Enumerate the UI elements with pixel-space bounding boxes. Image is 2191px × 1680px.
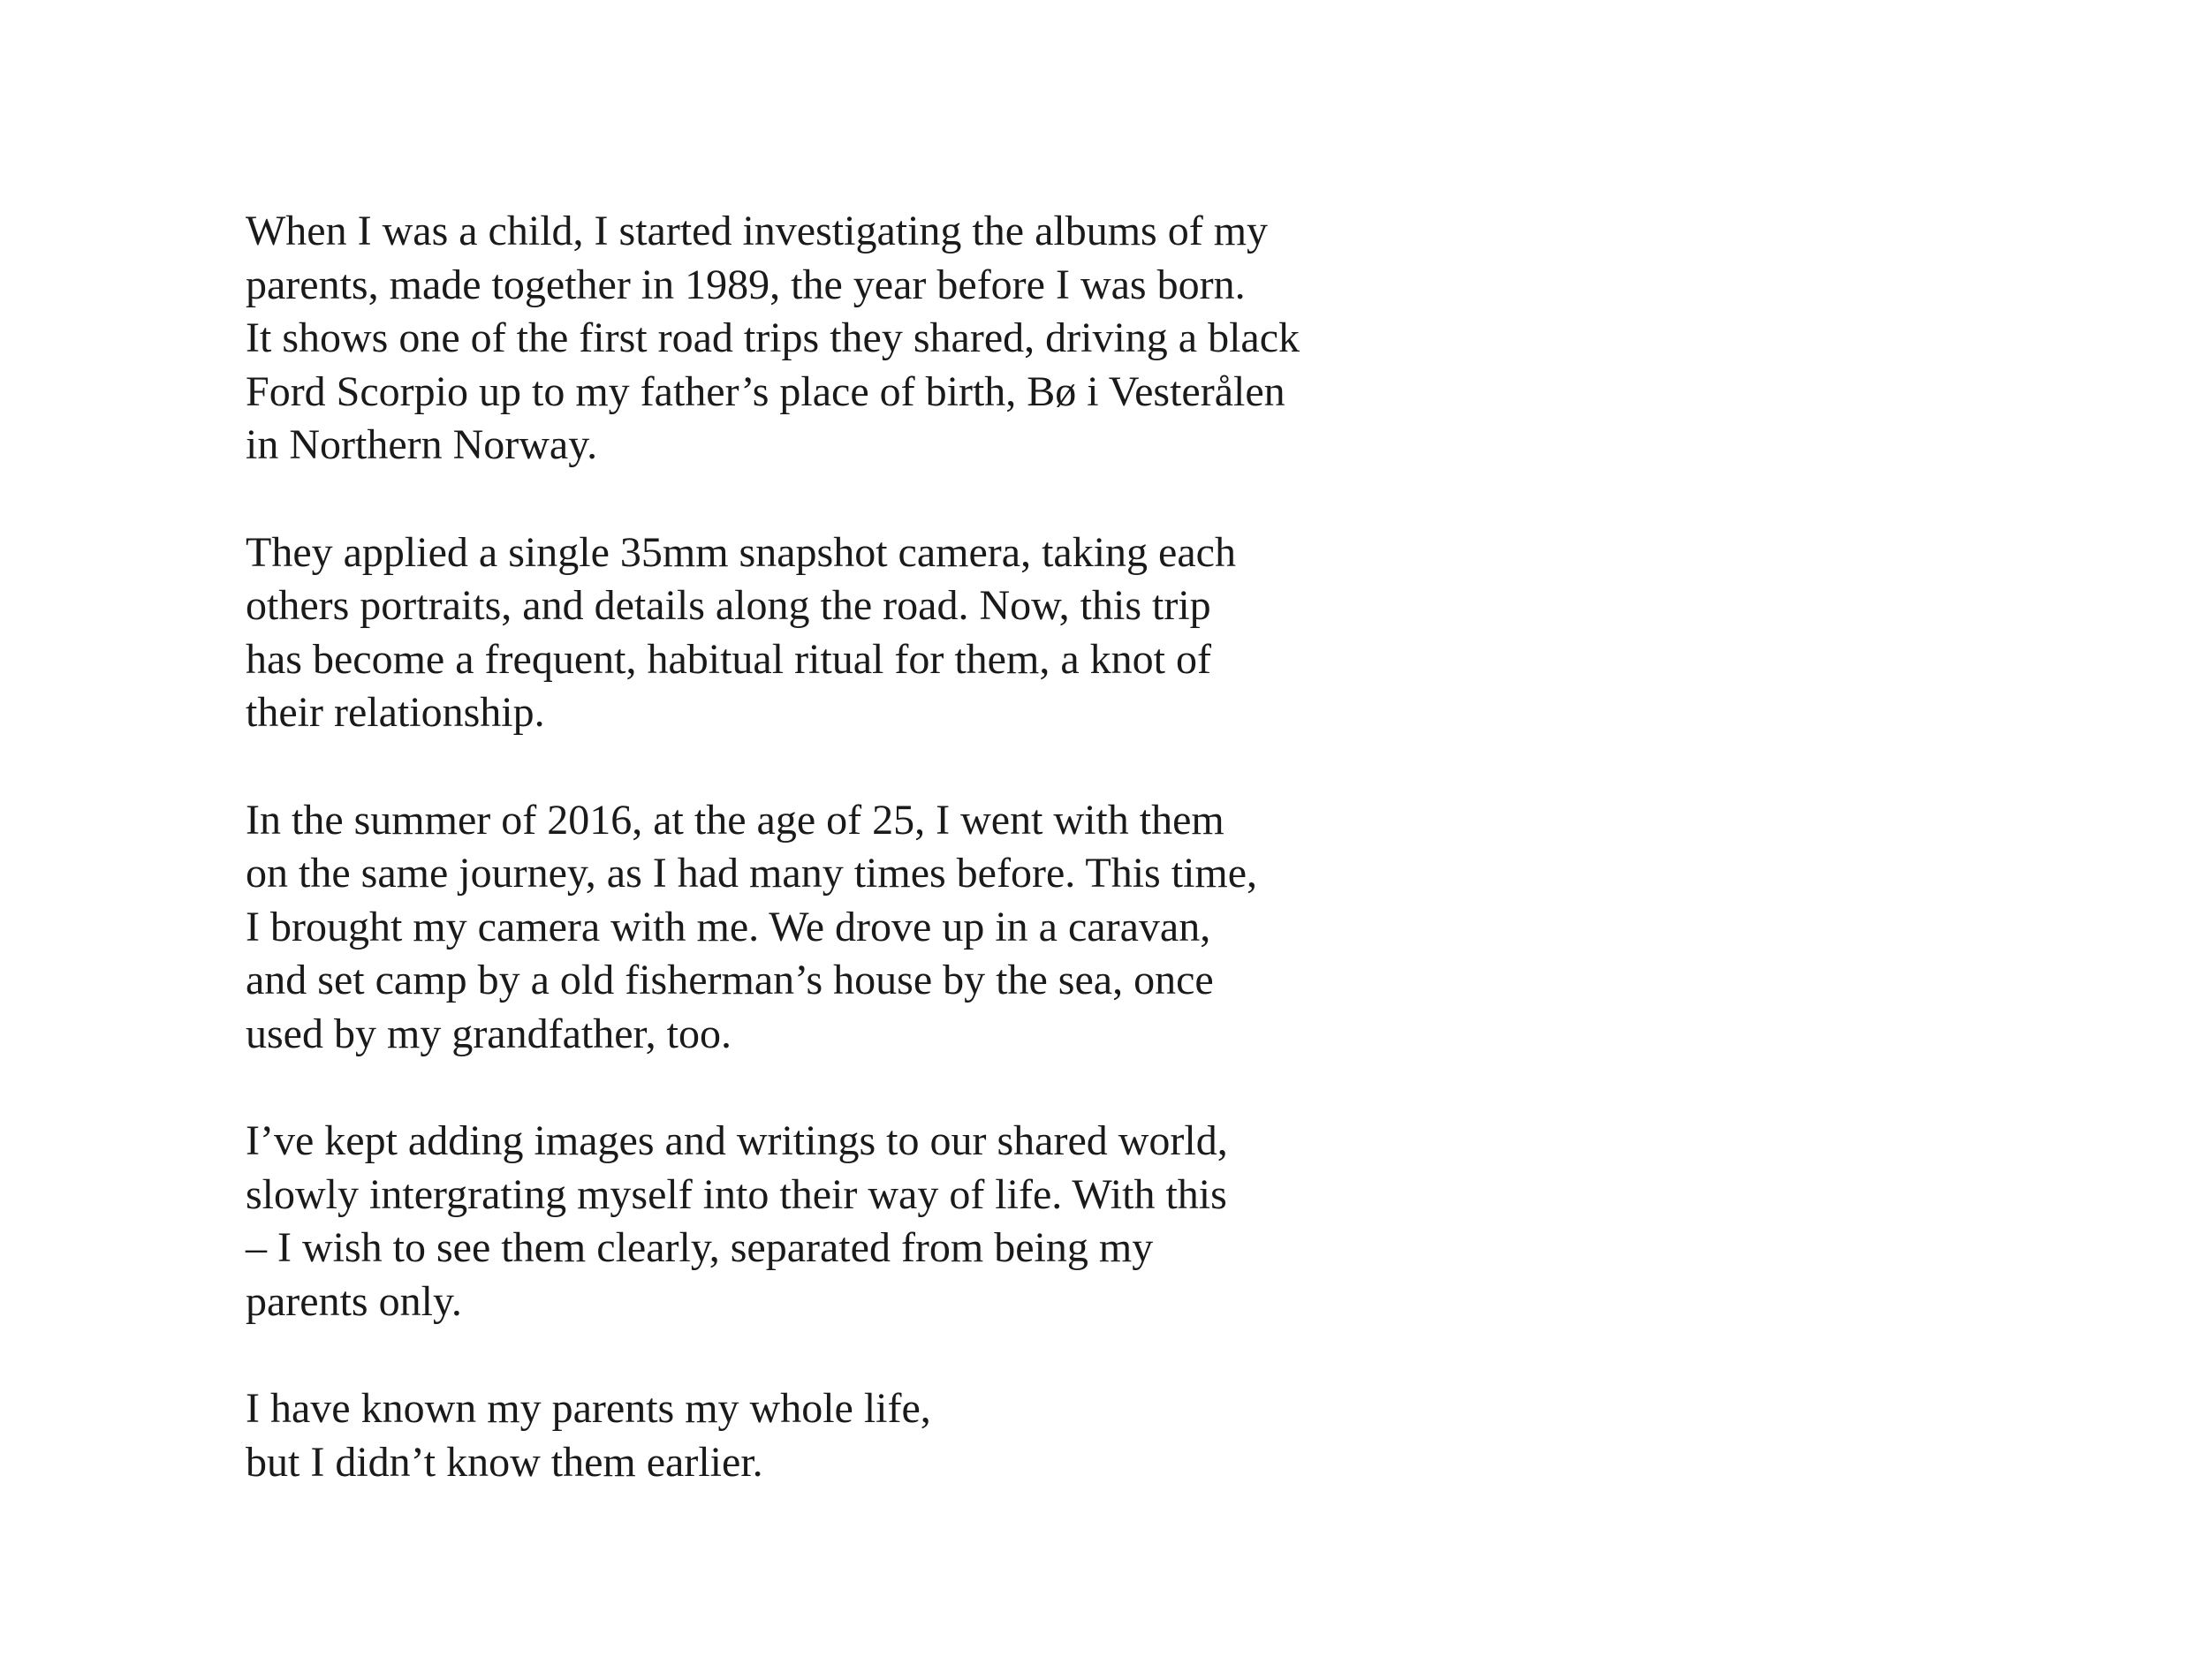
text-line: their relationship. (246, 689, 545, 737)
text-line: on the same journey, as I had many times before. This time, (246, 850, 1258, 897)
text-line: slowly intergrating myself into their way of life. With this (246, 1170, 1227, 1218)
paragraph-summer-2016 (246, 794, 1376, 1062)
text-line: When I was a child, I started investigating the albums of my (246, 208, 1269, 254)
text-line: I brought my camera with me. We drove up in a caravan, (246, 903, 1211, 950)
text-line: – I wish to see them clearly, separated from being my (246, 1224, 1154, 1272)
paragraph-closing (246, 1382, 1376, 1489)
text-line: but I didn’t know them earlier. (246, 1438, 763, 1486)
text-line: They applied a single 35mm snapshot camera, taking each (246, 528, 1236, 576)
text-line: parents only. (246, 1277, 462, 1325)
body-text (246, 205, 1376, 1489)
text-line: It shows one of the first road trips they shared, driving a black (246, 314, 1300, 362)
text-line: In the summer of 2016, at the age of 25, I went with them (246, 796, 1224, 844)
text-line: in Northern Norway. (246, 421, 598, 469)
paragraph-snapshot-camera (246, 526, 1376, 740)
text-line: others portraits, and details along the road. Now, this trip (246, 582, 1211, 630)
text-line: has become a frequent, habitual ritual for them, a knot of (246, 635, 1211, 683)
text-line: and set camp by a old fisherman’s house by the sea, once (246, 957, 1214, 1004)
text-line: I’ve kept adding images and writings to our shared world, (246, 1117, 1228, 1165)
text-line: I have known my parents my whole life, (246, 1385, 931, 1433)
text-line: used by my grandfather, too. (246, 1010, 732, 1057)
text-line: parents, made together in 1989, the year before I was born. (246, 261, 1246, 308)
paragraph-childhood-albums (246, 205, 1376, 473)
text-line: Ford Scorpio up to my father’s place of birth, Bø i Vesterålen (246, 367, 1285, 415)
paragraph-shared-world (246, 1115, 1376, 1328)
